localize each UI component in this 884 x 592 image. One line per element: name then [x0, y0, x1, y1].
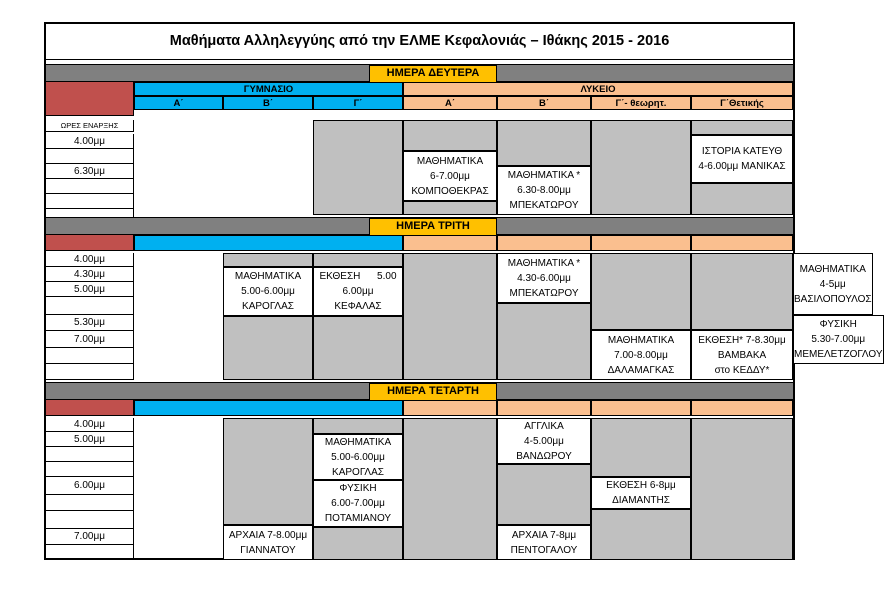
class-slot-line: ΓΙΑΝΝΑΤΟΥ [240, 544, 296, 556]
day-title: ΗΜΕΡΑ ΤΕΤΑΡΤΗ [369, 383, 497, 401]
time-slot: 7.00μμ [46, 529, 134, 545]
class-slot [313, 267, 403, 316]
time-slot: 4.30μμ [46, 267, 134, 282]
class-slot [691, 330, 793, 380]
time-slot: 7.00μμ [46, 331, 134, 348]
day-title: ΗΜΕΡΑ ΤΡΙΤΗ [369, 218, 497, 236]
empty-slot [591, 253, 691, 330]
lykeio-bar [591, 235, 691, 251]
class-slot-line: ΕΚΘΕΣΗ 6-8μμ [606, 480, 676, 491]
empty-slot [497, 464, 591, 525]
time-slot [46, 179, 134, 194]
empty-slot [313, 253, 403, 267]
column-header: Β΄ [223, 96, 313, 110]
class-slot [591, 477, 691, 509]
class-slot-line: 6-7.00μμ [430, 170, 470, 182]
day-title: ΗΜΕΡΑ ΔΕΥΤΕΡΑ [369, 65, 497, 83]
time-slot [46, 194, 134, 209]
corner-block [46, 82, 134, 116]
class-slot-line: ΒΑΣΙΛΟΠΟΥΛΟΣ [794, 293, 872, 305]
class-slot-line: ΠΕΝΤΟΓΑΛΟΥ [510, 544, 578, 556]
class-slot [591, 330, 691, 380]
empty-slot [403, 253, 497, 380]
time-slot [46, 462, 134, 477]
column-header: Γ΄ [313, 96, 403, 110]
class-slot-line: 6.00μμ [342, 286, 374, 297]
empty-slot [313, 316, 403, 380]
class-slot-line: ΜΑΘΗΜΑΤΙΚΑ [234, 271, 302, 282]
time-slot: 5.00μμ [46, 282, 134, 297]
class-slot-line: ΜΑΘΗΜΑΤΙΚΑ * [507, 257, 581, 269]
time-slot: 4.00μμ [46, 418, 134, 432]
empty-slot [793, 364, 795, 380]
empty-slot [313, 527, 403, 560]
class-slot-line: ΜΕΜΕΛΕΤΖΟΓΛΟΥ [794, 349, 883, 360]
class-slot-line: ΑΡΧΑΙΑ 7-8μμ [511, 529, 577, 541]
time-slot: 4.00μμ [46, 134, 134, 149]
time-slot [46, 149, 134, 164]
times-header: ΩΡΕΣ ΕΝΑΡΞΗΣ [46, 120, 134, 132]
class-slot [691, 135, 793, 183]
class-slot-line: ΔΙΑΜΑΝΤΗΣ [612, 495, 670, 506]
class-slot-line: ΕΚΘΕΣΗ* 7-8.30μμ [698, 334, 786, 346]
group-header-gymnasio: ΓΥΜΝΑΣΙΟ [134, 82, 403, 96]
empty-slot [403, 120, 497, 151]
class-slot-line: 6.30-8.00μμ [517, 185, 571, 196]
empty-slot [691, 418, 793, 560]
class-slot-line: 5.30-7.00μμ [811, 334, 866, 345]
class-slot-line: ΜΑΘΗΜΑΤΙΚΑ * [507, 170, 581, 181]
class-slot [793, 315, 884, 364]
empty-slot [691, 183, 793, 215]
time-slot: 4.00μμ [46, 253, 134, 267]
time-slot [46, 495, 134, 511]
class-slot-line: 5.00-6.00μμ [241, 286, 295, 297]
column-header: Α΄ [134, 96, 223, 110]
class-slot-line: ΚΑΡΟΓΛΑΣ [242, 301, 294, 312]
class-slot [313, 480, 403, 527]
corner-block [46, 400, 134, 416]
class-slot-line: 4.30-6.00μμ [517, 272, 571, 284]
class-slot-line: ΜΑΘΗΜΑΤΙΚΑ [607, 334, 675, 346]
class-slot-line: 6.00-7.00μμ [331, 498, 385, 509]
class-slot-line: ΑΡΧΑΙΑ 7-8.00μμ [228, 529, 308, 541]
class-slot-line: 7.00-8.00μμ [614, 349, 668, 361]
time-slot [46, 297, 134, 315]
lykeio-bar [403, 235, 497, 251]
time-slot [46, 364, 134, 380]
time-slot [46, 511, 134, 529]
lykeio-bar [403, 400, 497, 416]
class-slot-line: ΜΠΕΚΑΤΩΡΟΥ [509, 287, 579, 299]
class-slot [793, 253, 873, 315]
lykeio-bar [497, 235, 591, 251]
class-slot-line: ΚΑΡΟΓΛΑΣ [332, 466, 384, 478]
empty-slot [793, 418, 795, 560]
time-slot: 6.30μμ [46, 164, 134, 179]
class-slot-line: ΑΓΓΛΙΚΑ [524, 420, 564, 432]
empty-slot [313, 418, 403, 434]
class-slot [223, 525, 313, 560]
time-slot: 6.00μμ [46, 477, 134, 495]
class-slot-line: 4-5μμ [819, 278, 846, 290]
empty-slot [591, 509, 691, 560]
class-slot-line: ΔΑΛΑΜΑΓΚΑΣ [607, 364, 675, 376]
empty-slot [313, 120, 403, 215]
empty-slot [691, 120, 793, 135]
time-slot: 5.00μμ [46, 432, 134, 447]
lykeio-bar [497, 400, 591, 416]
class-slot-line: 5.00-6.00μμ [331, 451, 385, 463]
column-header: Γ΄Θετικής [691, 96, 793, 110]
empty-slot [497, 303, 591, 380]
class-slot-line: στο ΚΕΔΔΥ* [714, 364, 770, 376]
class-slot [497, 253, 591, 303]
class-slot [497, 418, 591, 464]
schedule-table [44, 22, 883, 560]
class-slot-line: ΠΟΤΑΜΙΑΝΟΥ [324, 513, 392, 524]
class-slot-line: ΦΥΣΙΚΗ [819, 319, 857, 330]
time-slot [46, 447, 134, 462]
gymnasio-bar [134, 235, 403, 251]
empty-slot [223, 316, 313, 380]
empty-slot [591, 418, 691, 477]
class-slot-line: ΕΚΘΕΣΗ 5.00 [319, 271, 397, 282]
page-title: Μαθήματα Αλληλεγγύης από την ΕΛΜΕ Κεφαλονιάς – Ιθάκης 2015 - 2016 [46, 24, 793, 60]
corner-block [46, 235, 134, 251]
empty-slot [591, 120, 691, 215]
empty-slot [793, 120, 795, 215]
class-slot-line: ΜΑΘΗΜΑΤΙΚΑ [416, 155, 484, 167]
class-slot-line: ΒΑΜΒΑΚΑ [717, 349, 767, 361]
class-slot [403, 151, 497, 201]
column-header: Α΄ [403, 96, 497, 110]
class-slot-line: ΙΣΤΟΡΙΑ ΚΑΤΕΥΘ [701, 146, 783, 157]
class-slot-line: ΦΥΣΙΚΗ [339, 483, 377, 494]
empty-slot [497, 120, 591, 166]
empty-slot [403, 418, 497, 560]
class-slot-line: ΜΑΘΗΜΑΤΙΚΑ [799, 263, 866, 275]
empty-slot [223, 418, 313, 525]
class-slot [223, 267, 313, 316]
empty-slot [691, 253, 793, 330]
class-slot-line: 4-6.00μμ ΜΑΝΙΚΑΣ [698, 161, 786, 172]
class-slot [313, 434, 403, 480]
lykeio-bar [591, 400, 691, 416]
empty-slot [403, 201, 497, 215]
group-header-lykeio: ΛΥΚΕΙΟ [403, 82, 793, 96]
class-slot-line: ΜΠΕΚΑΤΩΡΟΥ [509, 200, 579, 211]
gymnasio-bar [134, 400, 403, 416]
lykeio-bar [691, 235, 793, 251]
class-slot-line: ΚΟΜΠΟΘΕΚΡΑΣ [411, 185, 489, 197]
column-header: Β΄ [497, 96, 591, 110]
empty-slot [223, 253, 313, 267]
lykeio-bar [691, 400, 793, 416]
class-slot-line: 4-5.00μμ [524, 435, 564, 447]
class-slot-line: ΒΑΝΔΩΡΟΥ [516, 450, 572, 462]
time-slot [46, 545, 134, 560]
class-slot-line: ΚΕΦΑΛΑΣ [334, 301, 382, 312]
class-slot [497, 525, 591, 560]
time-slot [46, 348, 134, 364]
class-slot [497, 166, 591, 215]
class-slot-line: ΜΑΘΗΜΑΤΙΚΑ [324, 436, 392, 448]
column-header: Γ΄- θεωρητ. [591, 96, 691, 110]
time-slot: 5.30μμ [46, 315, 134, 331]
